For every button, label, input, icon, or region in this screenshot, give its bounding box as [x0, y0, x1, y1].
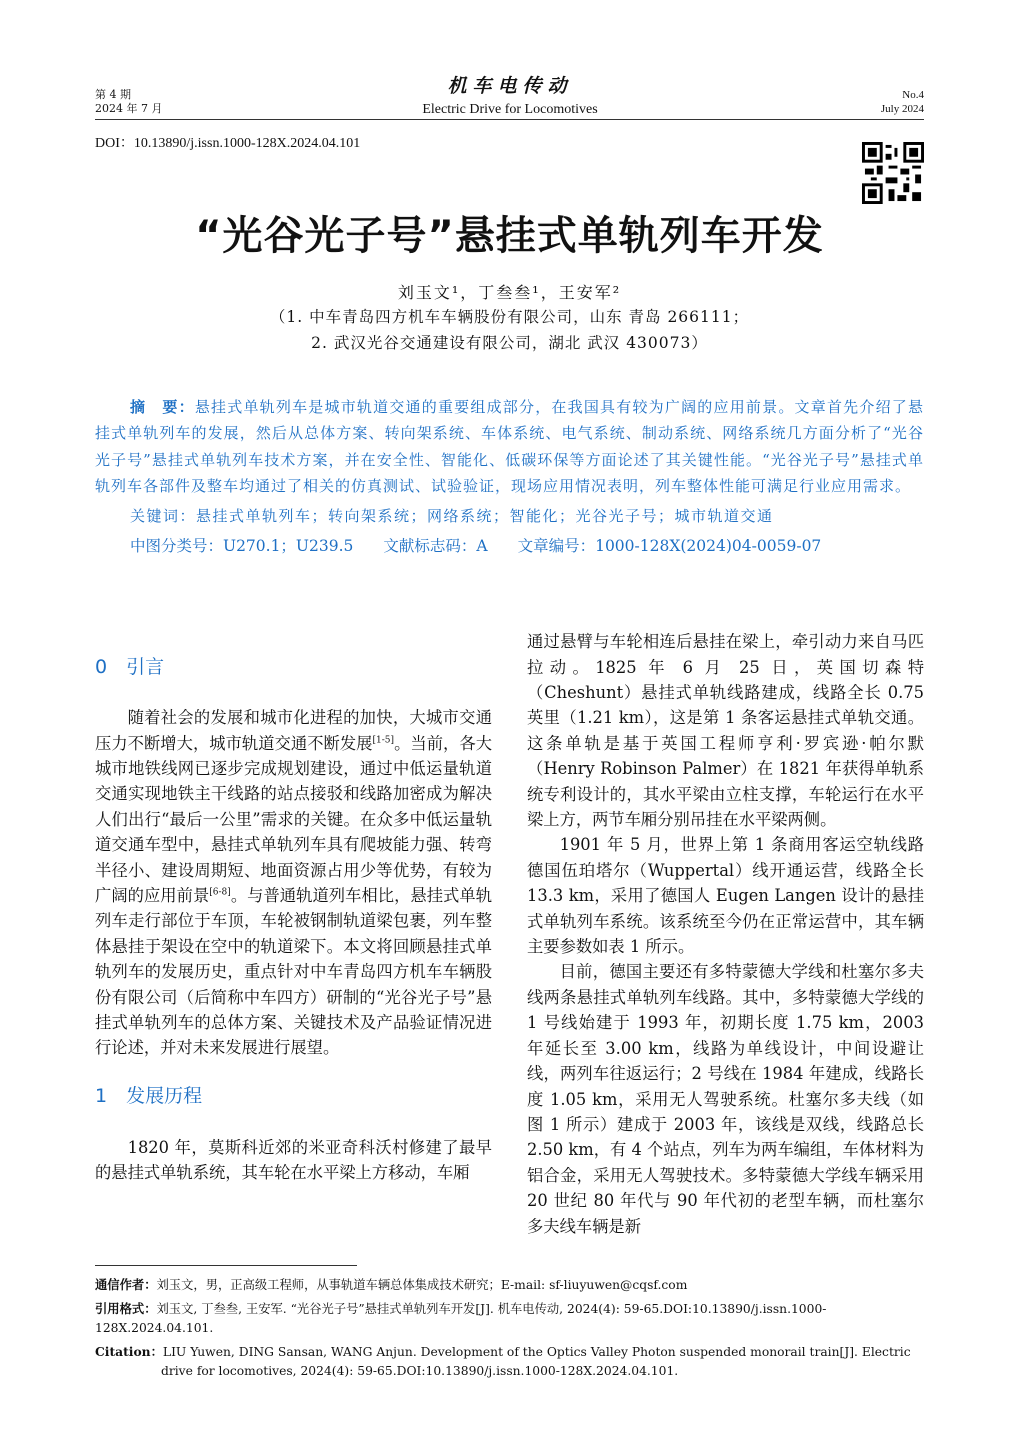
text: 。与普通轨道列车相比，悬挂式单轨列车走行部位于车顶，车轮被钢制轨道梁包裹，列车整体悬挂于架设在空中的轨道梁下。本文将回顾悬挂式单轨列车的发展历史，重点针对中车青岛四方机车车辆股份有限公司（后简称中车四方）研制的“光谷光子号”悬挂式单轨列车的总体方案、关键技术及产品验证情况进行论述，并对未来发展进行展望。 — [95, 886, 492, 1058]
citation-ref: [1-5] — [372, 735, 395, 746]
citation-cn — [95, 1300, 924, 1337]
right-column — [527, 629, 924, 1239]
label: Citation： — [95, 1344, 163, 1360]
journal-logo: 机车电传动 — [447, 75, 573, 97]
section-heading-0: 0 引言 — [95, 656, 165, 679]
abstract-text: 悬挂式单轨列车是城市轨道交通的重要组成部分，在我国具有较为广阔的应用前景。文章首先介绍了悬挂式单轨列车的发展，然后从总体方案、转向架系统、车体系统、电气系统、制动系统、网络系统几方面分析了“光谷光子号”悬挂式单轨列车技术方案，并在安全性、智能化、低碳环保等方面论述了其关键性能。“光谷光子号”悬挂式单轨列车各部件及整车均通过了相关的仿真测试、试验验证，现场应用情况表明，列车整体性能可满足行业应用需求。 — [95, 398, 924, 495]
body-columns — [95, 629, 924, 1239]
issue-number-en: No.4 — [902, 89, 924, 101]
section-heading-1: 1 发展历程 — [95, 1084, 203, 1107]
citation-en — [95, 1343, 924, 1380]
footnote-rule — [95, 1265, 357, 1266]
label: 引用格式： — [95, 1301, 157, 1317]
paper-title: “光谷光子号”悬挂式单轨列车开发 — [195, 213, 824, 259]
abstract-label: 摘 要： — [130, 398, 195, 416]
issue-date: 2024 年 7 月 — [95, 102, 163, 115]
left-column — [95, 654, 492, 1186]
text: 。当前，各大城市地铁线网已逐步完成规划建设，通过中低运量轨道交通实现地铁主干线路的站点接驳和线路加密成为解决人们出行“最后一公里”需求的关键。在众多中低运量轨道交通车型中，悬挂式单轨列车具有爬坡能力强、转弯半径小、建设周期短、地面资源占用少等优势，有较为广阔的应用前景 — [95, 733, 492, 906]
keywords-text: 悬挂式单轨列车；转向架系统；网络系统；智能化；光谷光子号；城市轨道交通 — [196, 507, 774, 526]
text: 随着社会的发展和城市化进程的加快，大城市交通压力不断增大，城市轨道交通不断发展 — [95, 708, 492, 753]
paragraph: 1820 年，莫斯科近郊的米亚奇科沃村修建了最早的悬挂式单轨系统，其车轮在水平梁上方移动，车厢 — [95, 1137, 492, 1183]
issue-date-en: July 2024 — [880, 103, 924, 115]
abstract — [95, 394, 924, 499]
doi: DOI：10.13890/j.issn.1000-128X.2024.04.101 — [95, 136, 361, 151]
keywords — [95, 503, 924, 529]
text: LIU Yuwen, DING Sansan, WANG Anjun. Development of the Optics Valley Photon suspended monorail train[J]. Electric drive for locomotives, 2024(4): 59-65.DOI:10.13890/j.issn.1000-128X.2024.04.101. — [161, 1345, 911, 1378]
clc-number: 中图分类号：U270.1；U239.5 — [130, 537, 354, 556]
affiliation-2: 2. 武汉光谷交通建设有限公司，湖北 武汉 430073） — [311, 334, 708, 352]
document-code: 文献标志码：A — [383, 537, 488, 556]
classification — [95, 533, 924, 559]
authors: 刘玉文¹，丁叁叁¹，王安军² — [397, 283, 622, 302]
journal-name-en: Electric Drive for Locomotives — [422, 102, 598, 117]
label: 通信作者： — [95, 1276, 157, 1292]
issue-number: 第 4 期 — [95, 88, 131, 101]
paragraph: 目前，德国主要还有多特蒙德大学线和杜塞尔多夫线两条悬挂式单轨列车线路。其中，多特蒙德大学线的 1 号线始建于 1993 年，初期长度 1.75 km，2003 年延长至 3.00 km，线路为单线设计，中间设避让线，两列车往返运行；2 号线在 1984 年建成，线路长度 1.05 km，采用无人驾驶系统。杜塞尔多夫线（如图 1 所示）建成于 2003 年，该线是双线，线路总长 2.50 km，有 4 个站点，列车为两车编组，车体材料为铝合金，采用无人驾驶技术。多特蒙德大学线车辆采用 20 世纪 80 年代与 90 年代初的老型车辆，而杜塞尔多夫线车辆是新 — [527, 962, 924, 1236]
text: 刘玉文, 丁叁叁, 王安军. “光谷光子号”悬挂式单轨列车开发[J]. 机车电传动, 2024(4): 59-65.DOI:10.13890/j.issn.1000-128X.2024.04.101. — [95, 1302, 827, 1335]
text: 刘玉文，男，正高级工程师，从事轨道车辆总体集成技术研究；E-mail: sf-liuyuwen@cqsf.com — [156, 1277, 688, 1292]
citation-ref: [6-8] — [209, 887, 231, 898]
paragraph: 1901 年 5 月，世界上第 1 条商用客运空轨线路德国伍珀塔尔（Wuppertal）线开通运营，线路全长 13.3 km，采用了德国人 Eugen Langen 设计的悬挂式单轨列车系统。该系统至今仍在正常运营中，其车辆主要参数如表 1 所示。 — [527, 835, 924, 957]
affiliation-1: （1. 中车青岛四方机车车辆股份有限公司，山东 青岛 266111； — [269, 308, 750, 326]
article-number: 文章编号：1000-128X(2024)04-0059-07 — [517, 537, 822, 556]
paragraph — [95, 705, 492, 1061]
corresponding-author — [95, 1276, 924, 1295]
keywords-label: 关键词： — [130, 507, 197, 526]
paragraph: 通过悬臂与车轮相连后悬挂在梁上，牵引动力来自马匹拉动。1825 年 6 月 25 日，英国切森特（Cheshunt）悬挂式单轨线路建成，线路全长 0.75 英里（1.21 km），这是第 1 条客运悬挂式单轨交通。这条单轨是基于英国工程师亨利·罗宾逊·帕尔默（Henry Robinson Palmer）在 1821 年获得单轨系统专利设计的，其水平梁由立柱支撑，车轮运行在水平梁上方，两节车厢分别吊挂在水平梁两侧。 — [527, 632, 924, 830]
